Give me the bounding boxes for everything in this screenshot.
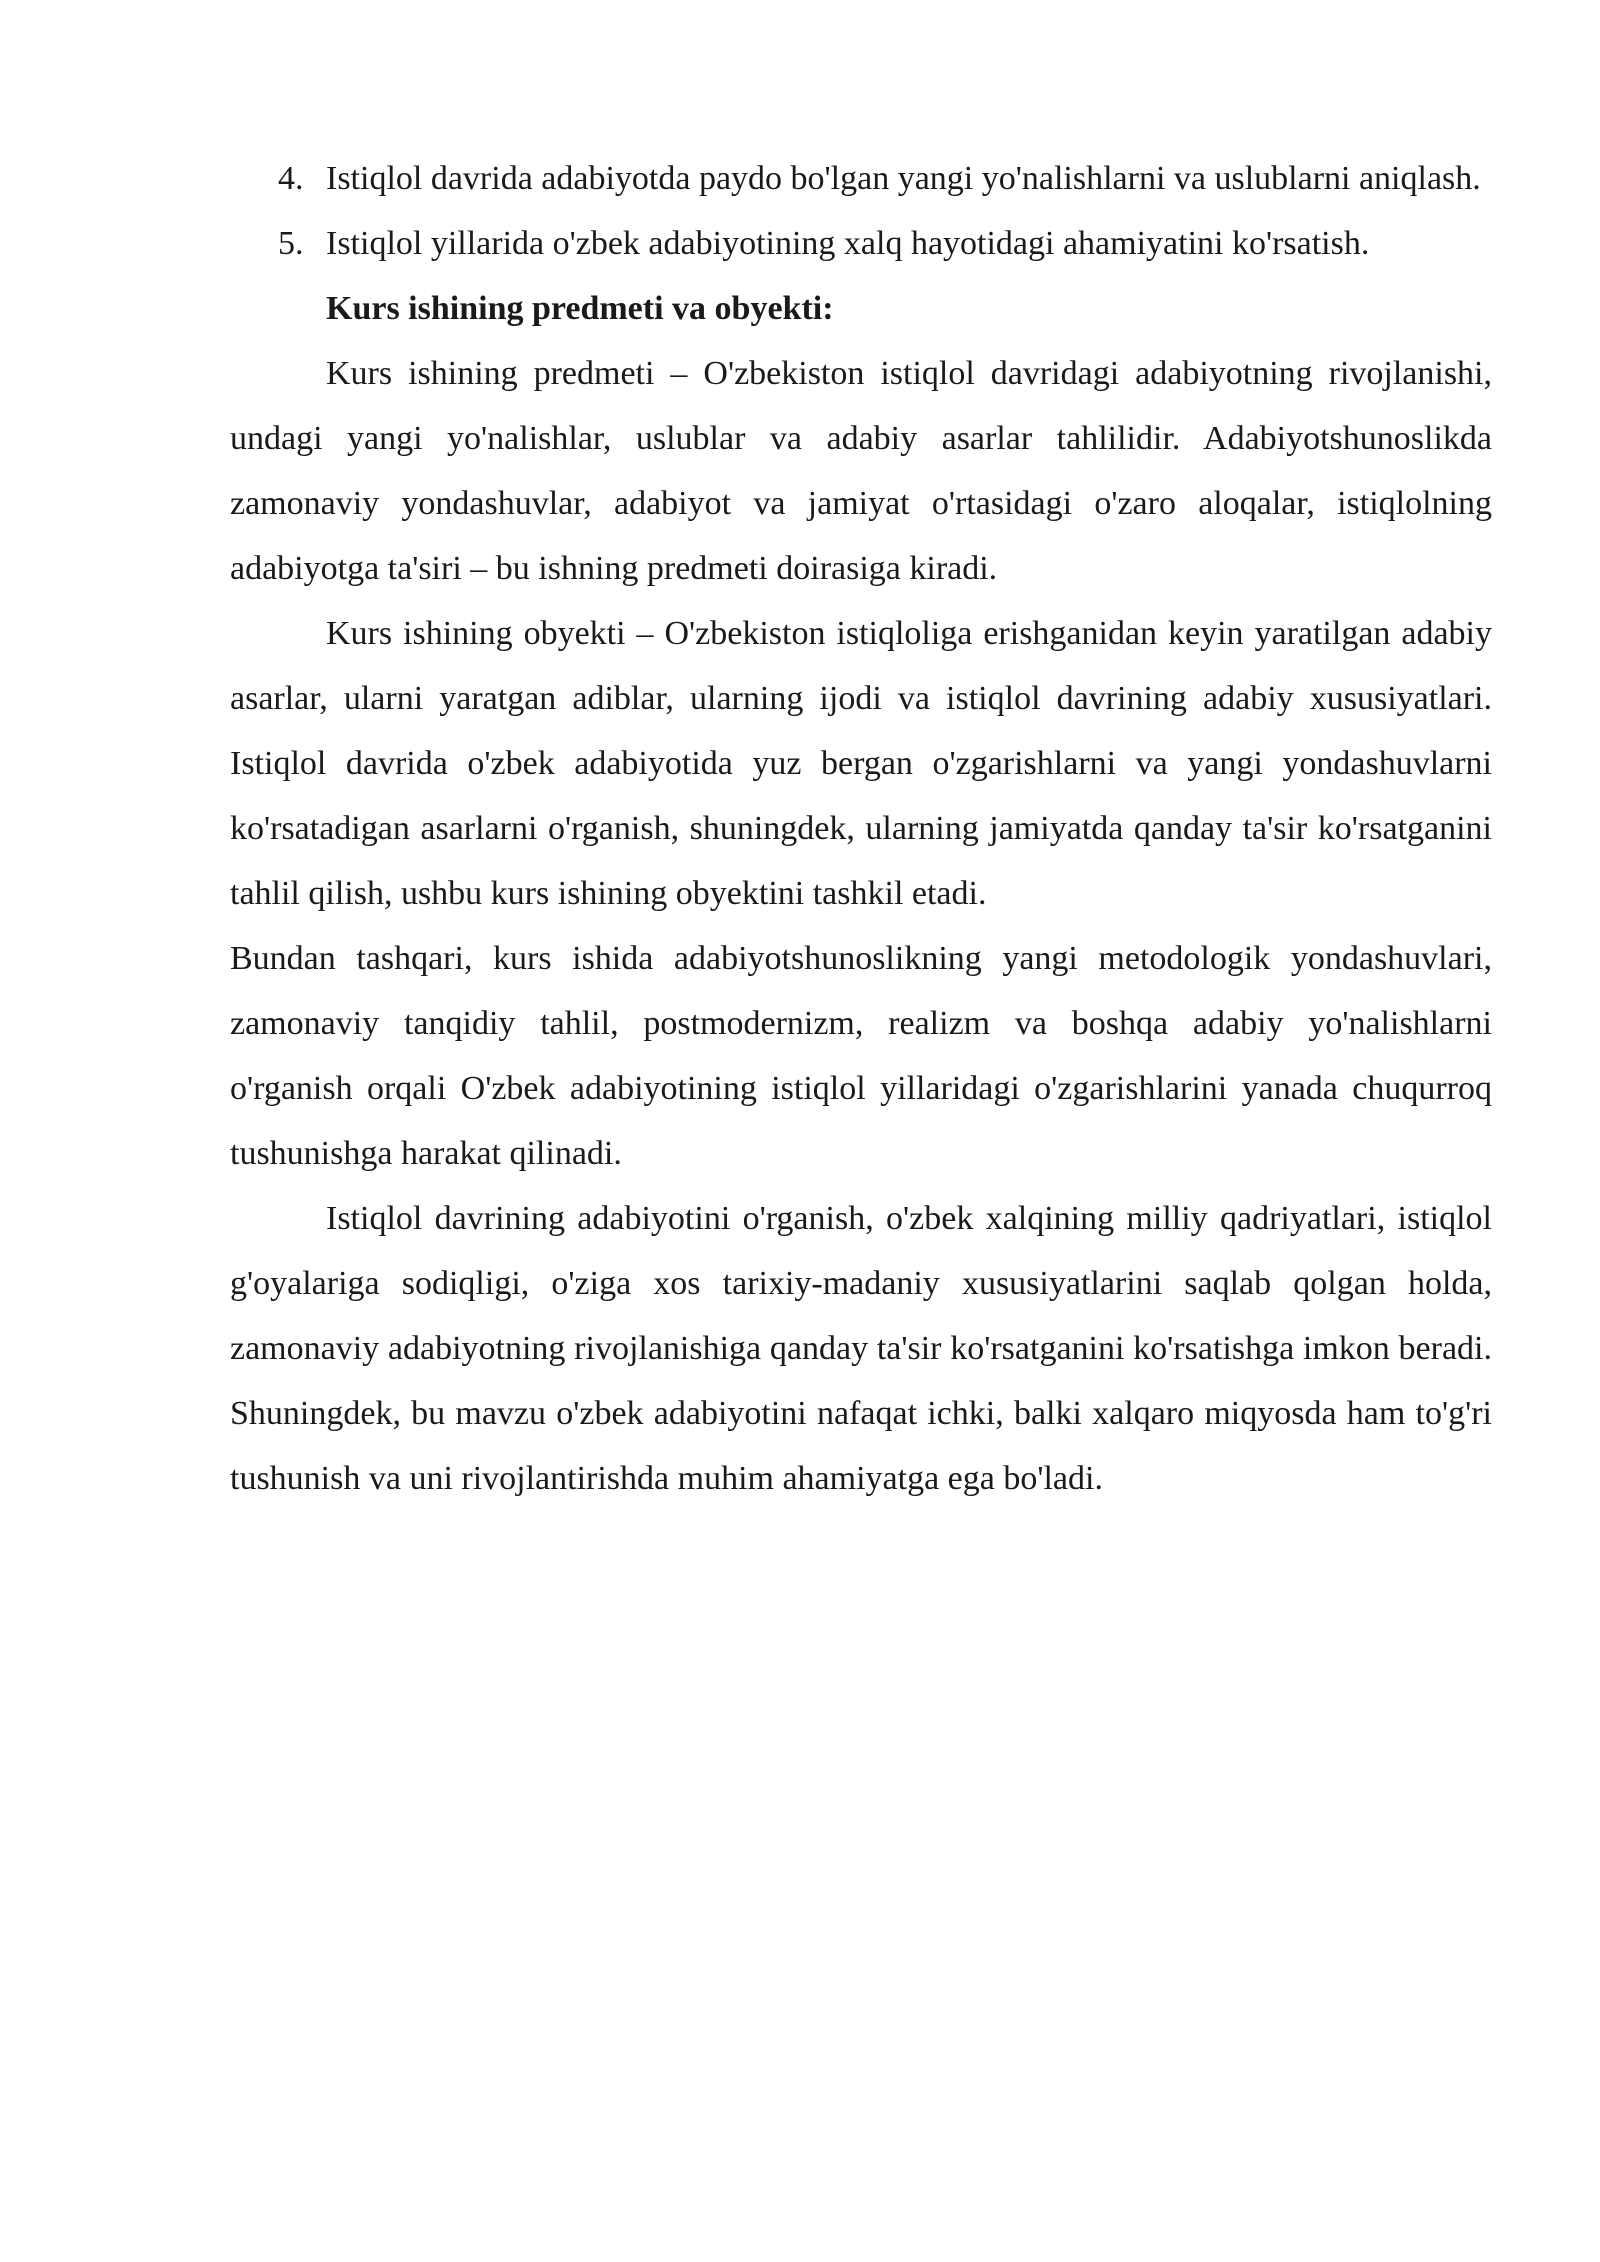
list-item-number: 4.	[278, 160, 304, 197]
section-heading: Kurs ishining predmeti va obyekti:	[326, 290, 834, 327]
list-item	[230, 211, 1492, 276]
paragraph-object: Kurs ishining obyekti – O'zbekiston istiqloliga erishganidan keyin yaratilgan adabiy asarlar, ularni yaratgan adiblar, ularning ijodi va istiqlol davrining adabiy xususiyatlari. Istiqlol davrida o'zbek adabiyotida yuz bergan o'zgarishlarni va yangi yondashuvlarni ko'rsatadigan asarlarni o'rganish, shuningdek, ularning jamiyatda qanday ta'sir ko'rsatganini tahlil qilish, ushbu kurs ishining obyektini tashkil etadi.	[230, 615, 1492, 912]
paragraph-significance: Istiqlol davrining adabiyotini o'rganish, o'zbek xalqining milliy qadriyatlari, istiqlol g'oyalariga sodiqligi, o'ziga xos tarixiy-madaniy xususiyatlarini saqlab qolgan holda, zamonaviy adabiyotning rivojlanishiga qanday ta'sir ko'rsatganini ko'rsatishga imkon beradi. Shuningdek, bu mavzu o'zbek adabiyotini nafaqat ichki, balki xalqaro miqyosda ham to'g'ri tushunish va uni rivojlantirishda muhim ahamiyatga ega bo'ladi.	[230, 1200, 1492, 1497]
list-item-text: Istiqlol yillarida o'zbek adabiyotining xalq hayotidagi ahamiyatini ko'rsatish.	[326, 225, 1370, 262]
page-content	[230, 146, 1492, 1511]
paragraph-subject: Kurs ishining predmeti – O'zbekiston istiqlol davridagi adabiyotning rivojlanishi, undagi yangi yo'nalishlar, uslublar va adabiy asarlar tahlilidir. Adabiyotshunoslikda zamonaviy yondashuvlar, adabiyot va jamiyat o'rtasidagi o'zaro aloqalar, istiqlolning adabiyotga ta'siri – bu ishning predmeti doirasiga kiradi.	[230, 355, 1492, 587]
list-item	[230, 146, 1492, 211]
list-item-text: Istiqlol davrida adabiyotda paydo bo'lgan yangi yo'nalishlarni va uslublarni aniqlash.	[326, 160, 1481, 197]
paragraph-methodology: Bundan tashqari, kurs ishida adabiyotshunoslikning yangi metodologik yondashuvlari, zamonaviy tanqidiy tahlil, postmodernizm, realizm va boshqa adabiy yo'nalishlarni o'rganish orqali O'zbek adabiyotining istiqlol yillaridagi o'zgarishlarini yanada chuqurroq tushunishga harakat qilinadi.	[230, 940, 1492, 1172]
objectives-list	[230, 146, 1492, 276]
list-item-number: 5.	[278, 225, 304, 262]
